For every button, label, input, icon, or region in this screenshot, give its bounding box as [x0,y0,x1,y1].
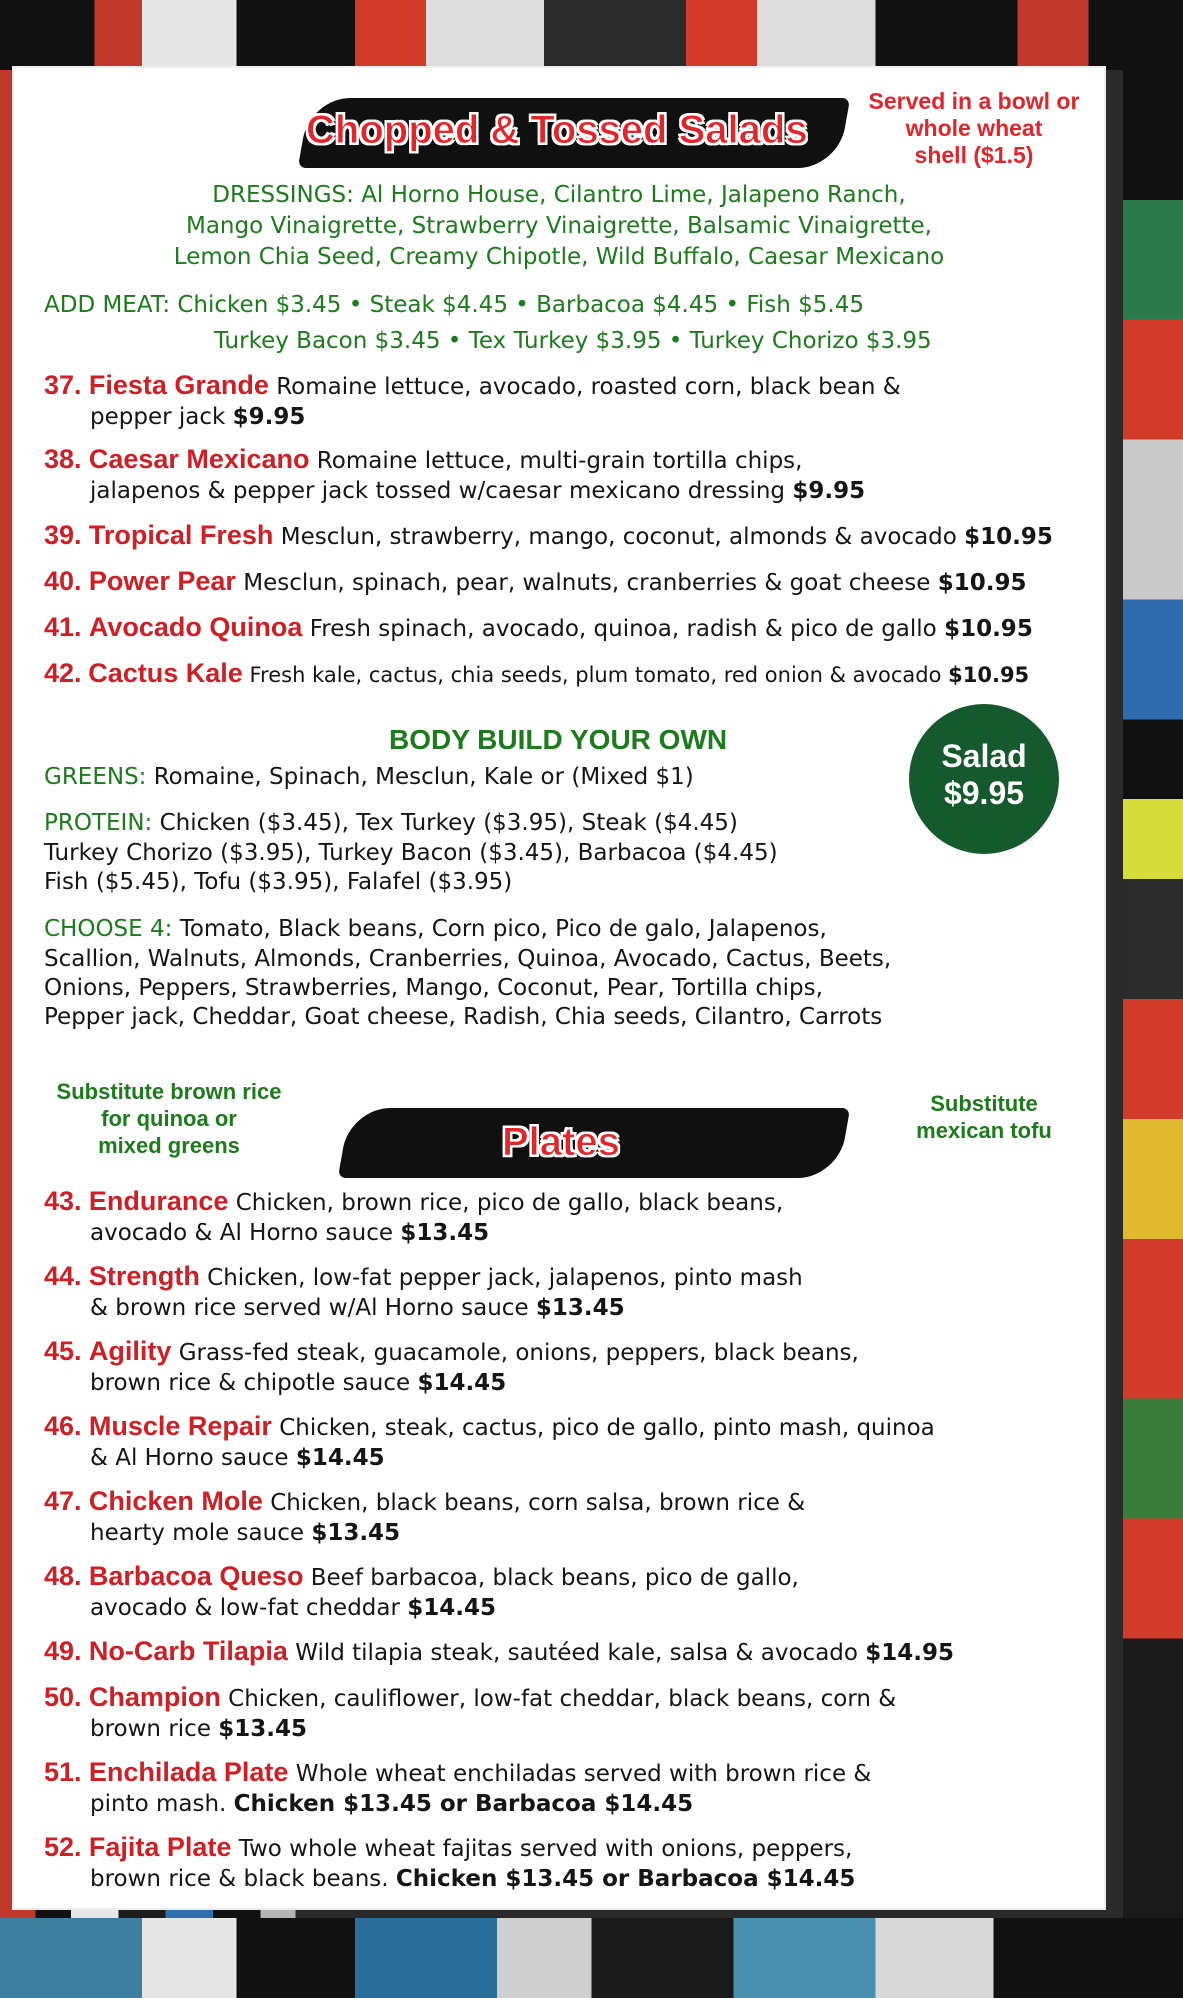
item-description: Chicken, black beans, corn salsa, brown rice & [270,1490,806,1516]
item-price: $10.95 [944,616,1033,642]
item-name: Tropical Fresh [88,520,274,550]
item-description-cont: & Al Horno sauce [90,1445,289,1471]
protein-block [44,808,778,897]
item-name: Fajita Plate [88,1832,232,1862]
add-meat-line: Turkey Bacon $3.45 • Tex Turkey $3.95 • Turkey Chorizo $3.95 [214,328,932,354]
item-price: $14.95 [865,1640,955,1666]
menu-item [44,1486,1084,1548]
item-description: Whole wheat enchiladas served with brown rice & [295,1761,872,1787]
choose-label: CHOOSE 4: [44,916,173,942]
item-price: $13.45 [535,1295,625,1321]
plates-left-note-line: Substitute brown rice [56,1079,282,1104]
choose-line: Onions, Peppers, Strawberries, Mango, Coconut, Pear, Tortilla chips, [44,975,823,1001]
plates-title: Plates [502,1120,620,1164]
greens-line [44,762,694,793]
item-description: Beef barbacoa, black beans, pico de gallo, [310,1565,799,1591]
item-name: Endurance [88,1186,229,1216]
salads-title: Chopped & Tossed Salads [306,108,808,152]
item-description: Fresh kale, cactus, chia seeds, plum tomato, red onion & avocado [249,663,942,687]
item-number: 41. [44,612,82,642]
badge-price: $9.95 [943,775,1025,811]
item-description-cont: avocado & Al Horno sauce [90,1220,394,1246]
menu-item [44,370,1084,432]
served-note [854,88,1094,169]
item-number: 42. [44,658,82,688]
item-description: Mesclun, strawberry, mango, coconut, almonds & avocado [280,524,957,550]
item-name: Power Pear [88,566,236,596]
item-number: 52. [44,1832,82,1862]
item-number: 47. [44,1486,82,1516]
plates-right-note-line: mexican tofu [916,1118,1052,1143]
item-name: Strength [88,1261,200,1291]
menu-item [44,1186,1084,1248]
item-number: 45. [44,1336,82,1366]
dressings-line: Mango Vinaigrette, Strawberry Vinaigrette, Balsamic Vinaigrette, [185,213,932,239]
item-description-cont: pinto mash. [90,1791,227,1817]
item-number: 46. [44,1411,82,1441]
greens-options: Romaine, Spinach, Mesclun, Kale or (Mixed $1) [153,764,694,790]
menu-item [44,1561,1084,1623]
item-price: $14.45 [295,1445,385,1471]
menu-item [44,1757,1084,1819]
item-name: Avocado Quinoa [88,612,303,642]
item-price: $14.45 [407,1595,497,1621]
plates-right-note-line: Substitute [930,1091,1038,1116]
item-price: $10.95 [937,570,1027,596]
item-description: Chicken, low-fat pepper jack, jalapenos, pinto mash [207,1265,803,1291]
plates-right-note [884,1090,1084,1144]
item-name: No-Carb Tilapia [88,1636,288,1666]
plates-left-note-line: for quinoa or [101,1106,237,1131]
item-description: Two whole wheat fajitas served with onions, peppers, [238,1836,853,1862]
item-description: Grass-fed steak, guacamole, onions, peppers, black beans, [178,1340,859,1366]
decorative-background-bottom [0,1918,1183,1998]
item-number: 38. [44,444,82,474]
item-name: Champion [88,1682,221,1712]
plates-left-note-line: mixed greens [98,1133,240,1158]
item-number: 48. [44,1561,82,1591]
menu-item [44,1411,1084,1473]
item-name: Muscle Repair [88,1411,272,1441]
item-description: Chicken, steak, cactus, pico de gallo, pinto mash, quinoa [279,1415,935,1441]
item-price: $13.45 [218,1716,308,1742]
choose-line: Scallion, Walnuts, Almonds, Cranberries, Quinoa, Avocado, Cactus, Beets, [44,946,892,972]
item-number: 50. [44,1682,82,1712]
menu-item [44,520,1084,552]
item-price: $10.95 [964,524,1053,550]
served-note-line: whole wheat [905,115,1043,141]
item-number: 43. [44,1186,82,1216]
item-description-cont: brown rice & black beans. [90,1866,389,1892]
menu-item [44,1682,1084,1744]
plates-left-note [34,1078,304,1159]
served-note-line: shell ($1.5) [914,142,1034,168]
item-number: 39. [44,520,82,550]
item-price: $13.45 [400,1220,490,1246]
menu-item [44,1832,1084,1894]
menu-item [44,612,1084,644]
salad-price-badge [909,704,1059,854]
item-price: Chicken $13.45 or Barbacoa $14.45 [395,1866,856,1892]
item-description-cont: & brown rice served w/Al Horno sauce [90,1295,529,1321]
served-note-line: Served in a bowl or [868,88,1080,114]
item-name: Barbacoa Queso [88,1561,304,1591]
item-price: $13.45 [311,1520,401,1546]
dressings-list [14,180,1104,273]
item-description: Romaine lettuce, multi-grain tortilla chips, [316,448,803,474]
item-name: Agility [88,1336,172,1366]
item-description-cont: hearty mole sauce [90,1520,304,1546]
menu-item [44,566,1084,598]
item-price: $9.95 [792,478,866,504]
menu-item [44,1261,1084,1323]
choose-line: Tomato, Black beans, Corn pico, Pico de galo, Jalapenos, [179,916,827,942]
item-description-cont: brown rice & chipotle sauce [90,1370,411,1396]
item-name: Fiesta Grande [88,370,269,400]
decorative-background-top [0,0,1183,70]
item-name: Chicken Mole [88,1486,263,1516]
item-description: Mesclun, spinach, pear, walnuts, cranberries & goat cheese [243,570,931,596]
item-name: Enchilada Plate [88,1757,289,1787]
item-number: 49. [44,1636,82,1666]
add-meat-line: ADD MEAT: Chicken $3.45 • Steak $4.45 • Barbacoa $4.45 • Fish $5.45 [44,292,864,318]
choose-block [44,914,891,1032]
item-description: Romaine lettuce, avocado, roasted corn, black bean & [276,374,901,400]
item-description: Wild tilapia steak, sautéed kale, salsa & avocado [295,1640,858,1666]
item-price: $9.95 [232,404,306,430]
item-number: 44. [44,1261,82,1291]
protein-label: PROTEIN: [44,810,153,836]
item-description-cont: brown rice [90,1716,211,1742]
item-number: 51. [44,1757,82,1787]
protein-line: Fish ($5.45), Tofu ($3.95), Falafel ($3.95) [44,869,513,895]
menu-paper [14,68,1104,1908]
item-number: 40. [44,566,82,596]
dressings-line: DRESSINGS: Al Horno House, Cilantro Lime, Jalapeno Ranch, [212,182,906,208]
protein-line: Chicken ($3.45), Tex Turkey ($3.95), Steak ($4.45) [159,810,738,836]
menu-item [44,1336,1084,1398]
menu-item [44,1636,1084,1668]
item-description-cont: jalapenos & pepper jack tossed w/caesar mexicano dressing [90,478,786,504]
item-description: Chicken, cauliflower, low-fat cheddar, black beans, corn & [228,1686,897,1712]
badge-label: Salad [941,738,1027,774]
item-price: $14.45 [417,1370,507,1396]
protein-line: Turkey Chorizo ($3.95), Turkey Bacon ($3.45), Barbacoa ($4.45) [44,840,778,866]
item-description-cont: avocado & low-fat cheddar [90,1595,400,1621]
decorative-background-right [1123,0,1183,1998]
menu-item [44,658,1084,690]
item-description: Fresh spinach, avocado, quinoa, radish & pico de gallo [309,616,937,642]
menu-item [44,444,1084,506]
choose-line: Pepper jack, Cheddar, Goat cheese, Radish, Chia seeds, Cilantro, Carrots [44,1004,883,1030]
dressings-line: Lemon Chia Seed, Creamy Chipotle, Wild Buffalo, Caesar Mexicano [173,244,945,270]
item-name: Caesar Mexicano [88,444,310,474]
greens-label: GREENS: [44,764,147,790]
item-price: Chicken $13.45 or Barbacoa $14.45 [233,1791,694,1817]
item-description-cont: pepper jack [90,404,226,430]
build-your-own-title: BODY BUILD YOUR OWN [389,724,728,755]
item-price: $10.95 [948,663,1030,687]
item-description: Chicken, brown rice, pico de gallo, black beans, [235,1190,784,1216]
item-number: 37. [44,370,82,400]
item-name: Cactus Kale [88,658,243,688]
